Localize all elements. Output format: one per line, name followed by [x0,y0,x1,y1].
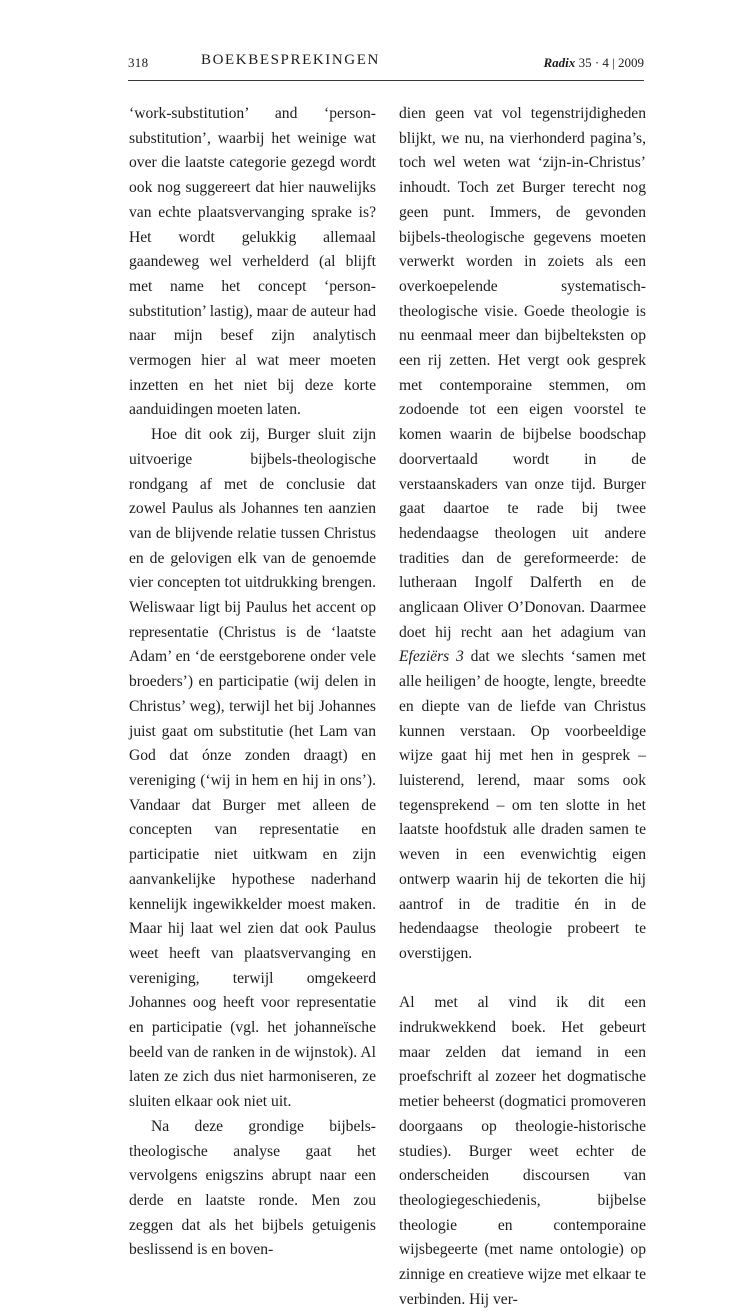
left-paragraph-1: ‘work-substitution’ and ‘person-substitution’, waarbij het weinige wat over die laatste categorie gezegd wordt ook nog suggereert dat hier nauwelijks van echte plaatsvervanging sprake is? Het wordt gelukkig allemaal gaandeweg wel verhelderd (al blijft met name het concept ‘person-substitution’ lastig), maar de auteur had naar mijn besef zijn analytisch vermogen hier al wat meer moeten inzetten en het niet bij deze korte aanduidingen moeten laten. [129,105,376,419]
right-paragraph-1-part-a: dien geen vat vol tegenstrijdigheden blijkt, we nu, na vierhonderd pagina’s, toch wel weten wat ‘zijn-in-Christus’ inhoudt. Toch zet Burger terecht nog geen punt. Immers, de gevonden bijbels-theologische gegevens moeten verwerkt worden in zoiets als een overkoepelende systematisch-theologische visie. Goede theologie is nu eenmaal meer dan bijbelteksten op een rij zetten. Het vergt ook gesprek met contemporaine stemmen, om zodoende tot een eigen voorstel te komen waarin de bijbelse boodschap doorvertaald wordt in de verstaanskaders van onze tijd. Burger gaat daartoe te rade bij twee hedendaagse theologen uit andere tradities dan de gereformeerde: de lutheraan Ingolf Dalferth en de anglicaan Oliver O’Donovan. Daarmee doet hij recht aan het adagium van [399,105,646,641]
page-header [128,52,644,80]
right-paragraph-1 [399,102,646,967]
journal-citation [544,55,644,71]
right-column [399,102,646,1312]
journal-name: Radix [543,55,576,70]
running-title: BOEKBESPREKINGEN [201,52,380,68]
left-column [129,102,376,1263]
bible-reference: Efeziërs 3 [399,648,464,666]
left-paragraph-3: Na deze grondige bijbels-theologische analyse gaat het vervolgens enigszins abrupt naar een derde en laatste ronde. Men zou zeggen dat als het bijbels getuigenis beslissend is en boven- [129,1117,376,1259]
left-paragraph-2: Hoe dit ook zij, Burger sluit zijn uitvoerige bijbels-theologische rondgang af met de conclusie dat zowel Paulus als Johannes ten aanzien van de blijvende relatie tussen Christus en de gelovigen elk van de genoemde vier concepten tot uitdrukking brengen. Weliswaar ligt bij Paulus het accent op representatie (Christus is de ‘laatste Adam’ en ‘de eerstgeborene onder vele broeders’) en participatie (wij delen in Christus’ weg), terwijl het bij Johannes juist gaat om substitutie (het Lam van God dat ónze zonden draagt) en vereniging (‘wij in hem en hij in ons’). Vandaar dat Burger met alleen de concepten van representatie en participatie niet uitkwam en zijn aanvankelijke hypothese naderhand kennelijk ingewikkelder moest maken. Maar hij laat wel zien dat ook Paulus weet heeft van plaatsvervanging en vereniging, terwijl omgekeerd Johannes oog heeft voor representatie en participatie (vgl. het johanneïsche beeld van de ranken in de wijnstok). Al laten ze zich dus niet harmoniseren, ze sluiten elkaar ook niet uit. [129,426,376,1111]
header-rule [128,80,644,81]
journal-issue: 35 · 4 | 2009 [578,55,644,70]
right-paragraph-2: Al met al vind ik dit een indrukwekkend boek. Het gebeurt maar zelden dat iemand in een proefschrift al zozeer het dogmatische metier beheerst (dogmatici promoveren doorgaans op theologie-historische studies). Burger weet echter de onderscheiden discoursen van theologiegeschiedenis, bijbelse theologie en contemporaine wijsbegeerte (met name ontologie) op zinnige en creatieve wijze met elkaar te verbinden. Hij ver- [399,994,646,1308]
right-paragraph-1-part-b: dat we slechts ‘samen met alle heiligen’ de hoogte, lengte, breedte en diepte van de liefde van Christus kunnen verstaan. Op voorbeeldige wijze gaat hij met hen in gesprek – luisterend, lerend, maar soms ook tegensprekend – om ten slotte in het laatste hoofdstuk alle draden samen te weven in een evenwichtig eigen ontwerp waarin hij de tekorten die hij aantrof in de traditie én in de hedendaagse theologie probeert te overstijgen. [399,648,646,962]
page-number: 318 [128,55,149,70]
